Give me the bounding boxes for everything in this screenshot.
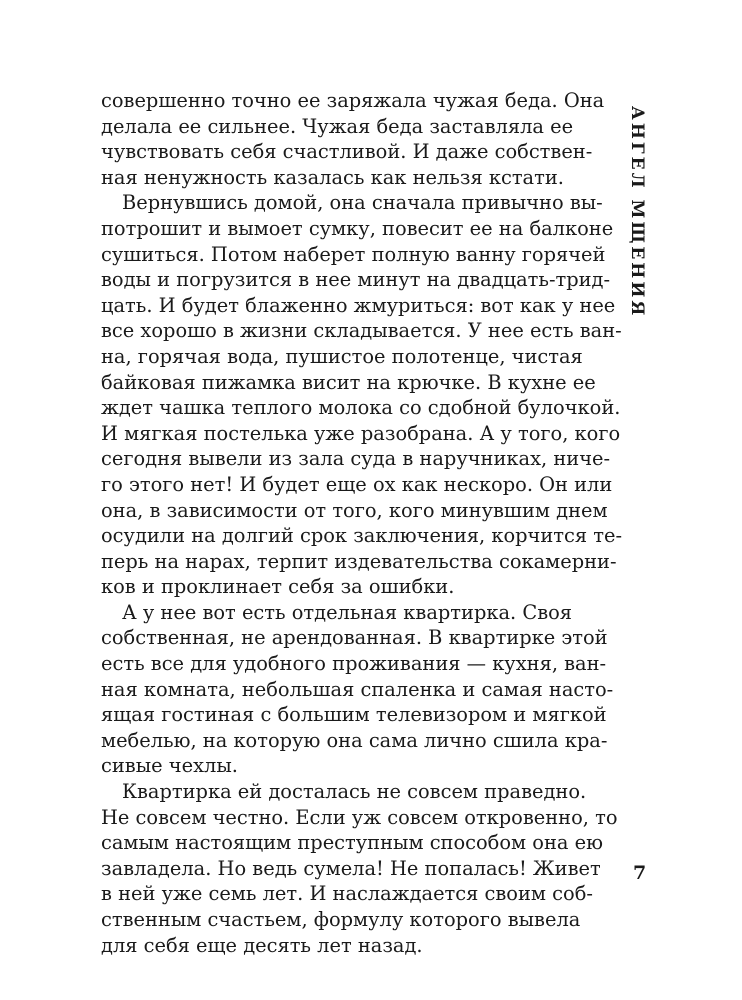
text-line: завладела. Но ведь сумела! Не попалась! Живет (101, 856, 601, 880)
text-line: на, горячая вода, пушистое полотенце, чистая (101, 344, 583, 368)
text-line: И мягкая постелька уже разобрана. А у того, кого (101, 421, 621, 445)
text-line: все хорошо в жизни складывается. У нее есть ван- (101, 319, 622, 343)
text-line: осудили на долгий срок заключения, корчится те- (101, 524, 623, 548)
text-line: она, в зависимости от того, кого минувшим днем (101, 498, 608, 522)
text-line: перь на нарах, терпит издевательства сокамерни- (101, 549, 617, 573)
text-line: сивые чехлы. (101, 754, 238, 778)
text-line: в ней уже семь лет. И наслаждается своим соб- (101, 882, 593, 906)
text-line: ная комната, небольшая спаленка и самая насто- (101, 677, 614, 701)
text-line: ков и проклинает себя за ошибки. (101, 575, 455, 599)
text-line: мебелью, на которую она сама лично сшила кра- (101, 728, 608, 752)
text-line: совершенно точно ее заряжала чужая беда. Она (101, 89, 605, 112)
text-line: собственная, не арендованная. В квартирке этой (101, 626, 608, 650)
text-line: воды и погрузится в нее минут на двадцать-трид- (101, 268, 611, 292)
text-line: самым настоящим преступным способом она ею (101, 831, 603, 855)
text-line: ная ненужность казалась как нельзя кстати. (101, 165, 564, 189)
text-line: для себя еще десять лет назад. (101, 933, 423, 957)
page-number: 7 (633, 862, 647, 884)
text-line: сегодня вывели из зала суда в наручниках, ниче- (101, 447, 611, 471)
paragraph (101, 190, 623, 600)
text-line: ящая гостиная с большим телевизором и мягкой (101, 703, 607, 727)
text-line: потрошит и вымоет сумку, повесит ее на балконе (101, 216, 614, 240)
text-line: ственным счастьем, формулу которого вывела (101, 908, 581, 931)
text-line: Не совсем честно. Если уж совсем откровенно, то (101, 805, 618, 829)
text-line: делала ее сильнее. Чужая беда заставляла ее (101, 114, 574, 138)
text-line: го этого нет! И будет еще ох как нескоро. Он или (101, 472, 613, 496)
text-line: байковая пижамка висит на крючке. В кухне ее (101, 370, 596, 394)
paragraph (101, 779, 618, 958)
running-head: АНГЕЛ МЩЕНИЯ (627, 106, 647, 319)
paragraph (101, 88, 605, 190)
text-line: цать. И будет блаженно жмуриться: вот как у нее (101, 293, 616, 317)
text-line: чувствовать себя счастливой. И даже собствен- (101, 140, 593, 164)
text-line: ждет чашка теплого молока со сдобной булочкой. (101, 396, 621, 420)
text-line: Вернувшись домой, она сначала привычно вы- (122, 191, 603, 215)
text-line: сушиться. Потом наберет полную ванну горячей (101, 242, 606, 266)
text-line: А у нее вот есть отдельная квартирка. Своя (122, 600, 573, 624)
text-line: Квартирка ей досталась не совсем праведно. (122, 780, 587, 804)
body-text (101, 88, 623, 958)
text-line: есть все для удобного проживания — кухня, ван- (101, 652, 607, 676)
paragraph (101, 600, 614, 779)
